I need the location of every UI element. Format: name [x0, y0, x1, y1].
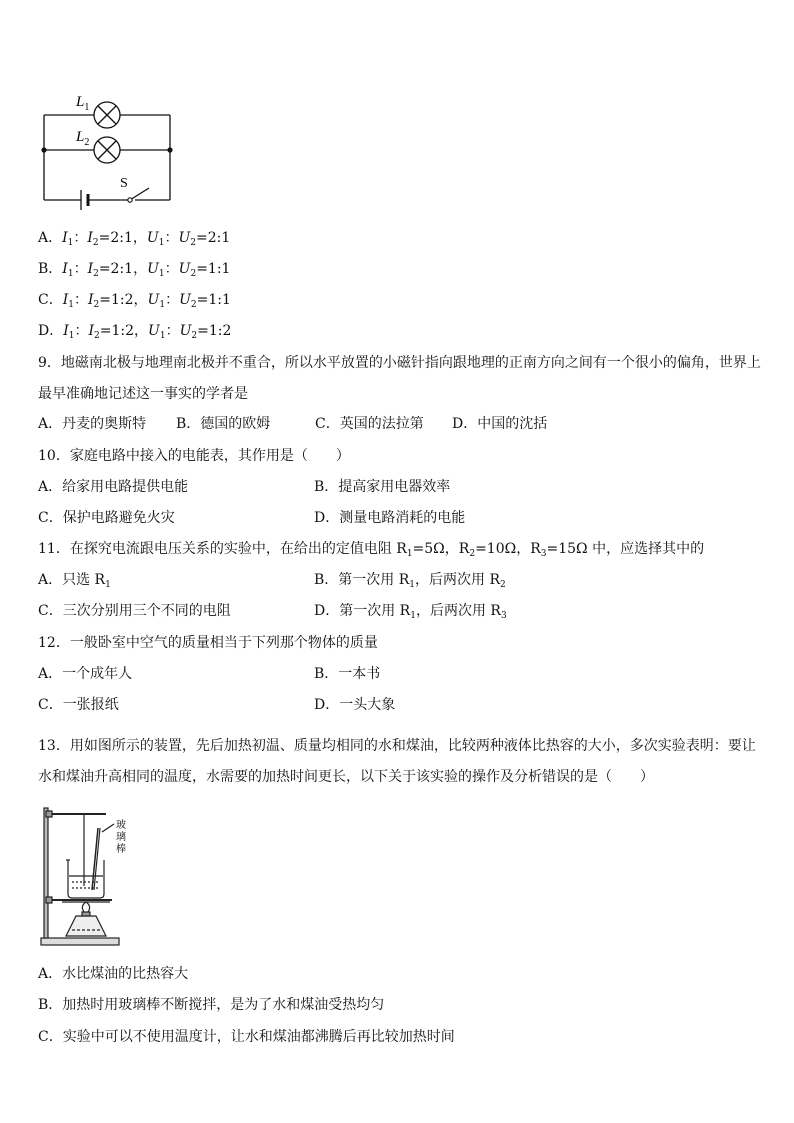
q10-option-c[interactable]: C．保护电路避免火灾 — [38, 510, 175, 526]
lamp-L2 — [94, 137, 120, 163]
circuit-diagram — [36, 90, 186, 212]
q12-option-d[interactable]: D．一头大象 — [314, 697, 396, 713]
q13-stem-line1: 13．用如图所示的装置，先后加热初温、质量均相同的水和煤油，比较两种液体比热容的大小，多次实验表明：要让 — [38, 738, 756, 754]
q10-option-a[interactable]: A．给家用电路提供电能 — [38, 479, 189, 495]
battery — [81, 190, 88, 210]
q11-option-b[interactable]: B．第一次用 $R_1$，后两次用 $R_2$ — [314, 572, 506, 590]
q9-option-b[interactable]: B．德国的欧姆 — [176, 416, 271, 432]
q12-stem: 12．一般卧室中空气的质量相当于下列那个物体的质量 — [38, 635, 378, 651]
glass-rod-label-1: 玻 — [116, 820, 126, 831]
glass-rod-label-3: 棒 — [116, 844, 126, 855]
q10-option-d[interactable]: D．测量电路消耗的电能 — [314, 510, 466, 526]
q11-stem: 11．在探究电流跟电压关系的实验中，在给出的定值电阻 $R_1=5\Omega$，$R_2=10\Omega$，$R_3=15\Omega$ 中，应选择其中的 — [38, 541, 705, 559]
q13-option-a[interactable]: A．水比煤油的比热容大 — [38, 966, 189, 982]
q9-stem-line2: 最早准确地记述这一事实的学者是 — [38, 386, 248, 402]
q13-option-c[interactable]: C．实验中可以不使用温度计，让水和煤油都沸腾后再比较加热时间 — [38, 1029, 455, 1045]
label-L2: $L_2$ — [76, 129, 90, 148]
glass-rod-label-2: 璃 — [116, 832, 126, 843]
q9-option-d[interactable]: D．中国的沈括 — [452, 416, 548, 432]
q9-stem-line1: 9．地磁南北极与地理南北极并不重合，所以水平放置的小磁针指向跟地理的正南方向之间有一个很小的偏角，世界上 — [38, 355, 761, 371]
q11-option-c[interactable]: C．三次分别用三个不同的电阻 — [38, 603, 231, 619]
q8-option-c[interactable]: C．$I_1$：$I_2=1:2$，$U_1$：$U_2=1:1$ — [38, 292, 231, 310]
q13-stem-line2: 水和煤油升高相同的温度，水需要的加热时间更长，以下关于该实验的操作及分析错误的是（ ） — [38, 769, 654, 785]
heating-apparatus-diagram — [36, 798, 136, 950]
q8-option-d[interactable]: D．$I_1$：$I_2=1:2$，$U_1$：$U_2=1:2$ — [38, 323, 232, 341]
q9-option-c[interactable]: C．英国的法拉第 — [315, 416, 424, 432]
q13-option-b[interactable]: B．加热时用玻璃棒不断搅拌，是为了水和煤油受热均匀 — [38, 997, 385, 1013]
q8-option-a[interactable]: A．$I_1$：$I_2=2:1$，$U_1$：$U_2=2:1$ — [38, 230, 231, 248]
label-L1: $L_1$ — [76, 94, 90, 113]
q9-option-a[interactable]: A．丹麦的奥斯特 — [38, 416, 147, 432]
lamp-L1 — [94, 102, 120, 128]
q11-option-a[interactable]: A．只选 $R_1$ — [38, 572, 111, 590]
q12-option-a[interactable]: A．一个成年人 — [38, 666, 133, 682]
q10-option-b[interactable]: B．提高家用电器效率 — [314, 479, 451, 495]
q11-option-d[interactable]: D．第一次用 $R_1$，后两次用 $R_3$ — [314, 603, 507, 621]
q12-option-b[interactable]: B．一本书 — [314, 666, 381, 682]
q12-option-c[interactable]: C．一张报纸 — [38, 697, 119, 713]
label-switch: S — [120, 176, 128, 191]
q8-option-b[interactable]: B．$I_1$：$I_2=2:1$，$U_1$：$U_2=1:1$ — [38, 261, 231, 279]
q10-stem: 10．家庭电路中接入的电能表，其作用是（ ） — [38, 448, 350, 464]
